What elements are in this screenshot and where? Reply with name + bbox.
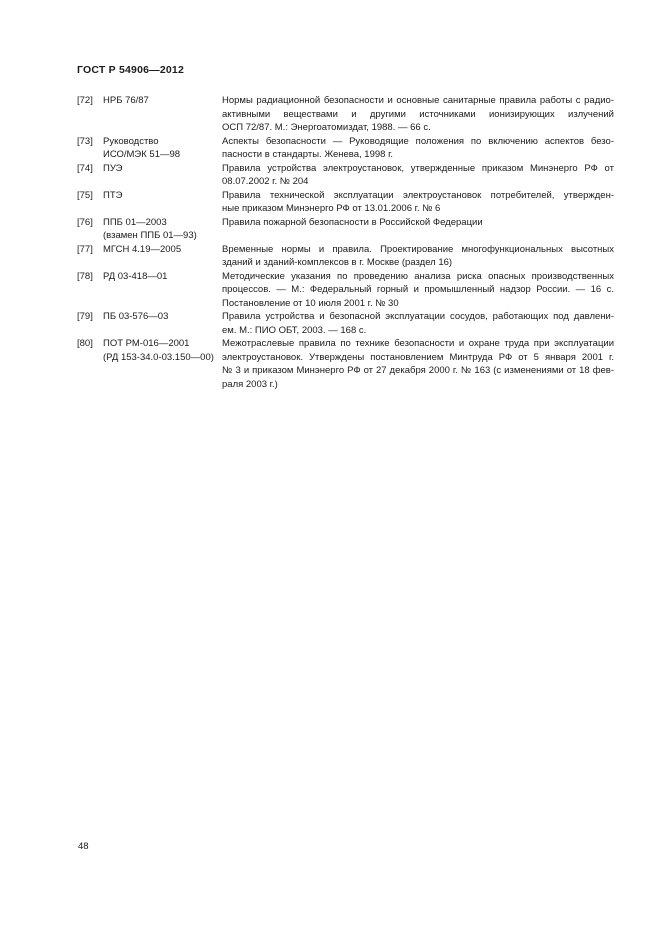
reference-description-line: ОСП 72/87. М.: Энергоатомиздат, 1988. — 66 с.	[222, 122, 431, 133]
reference-description	[222, 270, 614, 311]
reference-item	[77, 216, 614, 243]
reference-description-line: 08.07.2002 г. № 204	[222, 176, 309, 187]
reference-code	[103, 270, 222, 284]
reference-code	[103, 310, 222, 324]
reference-description-line: ные приказом Минэнерго РФ от 13.01.2006 г. № 6	[222, 203, 441, 214]
reference-number: [77]	[77, 243, 93, 255]
reference-code	[103, 337, 222, 364]
reference-description-line: Постановление от 10 июля 2001 г. № 30	[222, 297, 399, 309]
reference-code-line: Руководство	[103, 135, 159, 147]
reference-code	[103, 189, 222, 203]
reference-number: [75]	[77, 189, 93, 201]
reference-code	[103, 94, 222, 108]
reference-code	[103, 243, 222, 257]
reference-code-line: (взамен ППБ 01—93)	[103, 230, 197, 241]
reference-code-line: МГСН 4.19—2005	[103, 243, 182, 255]
reference-item	[77, 189, 614, 216]
reference-description-line: ем. М.: ПИО ОБТ, 2003. — 168 с.	[222, 324, 367, 336]
reference-description-line: Межотраслевые правила по технике безопасности и охране труда при эксплуатации	[222, 338, 614, 349]
reference-item	[77, 162, 614, 189]
reference-description-line: пасности в стандарты. Женева, 1998 г.	[222, 149, 394, 160]
reference-description	[222, 310, 614, 337]
reference-description-line: Правила устройства электроустановок, утвержденные приказом Минэнерго РФ от	[222, 162, 614, 174]
reference-description-line: Правила устройства и безопасной эксплуатации сосудов, работающих под давлени-	[222, 311, 614, 322]
reference-code-line: РД 03-418—01	[103, 270, 168, 282]
reference-description-line: № 3 и приказом Минэнерго РФ от 27 декабря 2000 г. № 163 (с изменениями от 18 фев-	[222, 365, 614, 376]
reference-description-line: Методические указания по проведению анализа риска опасных производственных	[222, 270, 614, 282]
reference-description-line: активными веществами и другими источниками ионизирующих излучений	[222, 108, 614, 120]
reference-number: [80]	[77, 338, 93, 349]
document-header: ГОСТ Р 54906—2012	[77, 64, 185, 76]
reference-number: [78]	[77, 270, 93, 282]
reference-description-line: электроустановок. Утверждены постановлением Минтруда РФ от 5 января 2001 г.	[222, 351, 614, 363]
reference-number: [76]	[77, 216, 93, 228]
reference-description-line: Аспекты безопасности — Руководящие положения по включению аспектов безо-	[222, 135, 614, 147]
reference-item	[77, 270, 614, 311]
reference-code	[103, 135, 222, 162]
reference-code	[103, 216, 222, 243]
reference-description-line: зданий и зданий-комплексов в г. Москве (раздел 16)	[222, 257, 453, 268]
reference-item	[77, 310, 614, 337]
reference-description-line: Временные нормы и правила. Проектирование многофункциональных высотных	[222, 243, 614, 255]
reference-description	[222, 337, 614, 391]
page-number: 48	[78, 841, 89, 852]
bibliography-list	[77, 94, 614, 391]
reference-code-line: ИСО/МЭК 51—98	[103, 149, 181, 160]
reference-code-line: ПТЭ	[103, 189, 123, 201]
reference-description	[222, 243, 614, 270]
reference-description	[222, 189, 614, 216]
reference-item	[77, 337, 614, 391]
reference-description-line: Правила пожарной безопасности в Российской Федерации	[222, 216, 483, 228]
reference-description-line: Нормы радиационной безопасности и основные санитарные правила работы с радио-	[222, 95, 614, 106]
reference-description-line: раля 2003 г.)	[222, 378, 278, 390]
reference-description-line: Правила технической эксплуатации электроустановок потребителей, утвержден-	[222, 189, 614, 201]
reference-code-line: ПОТ РМ-016—2001	[103, 338, 190, 349]
reference-code-line: ППБ 01—2003	[103, 216, 167, 228]
reference-number: [74]	[77, 162, 93, 174]
reference-description-line: процессов. — М.: Федеральный горный и промышленный надзор России. — 16 с.	[222, 284, 614, 295]
reference-code-line: ПУЭ	[103, 162, 123, 174]
reference-code-line: ПБ 03-576—03	[103, 311, 169, 322]
reference-number: [72]	[77, 95, 93, 106]
reference-item	[77, 243, 614, 270]
reference-number: [73]	[77, 135, 93, 147]
reference-number: [79]	[77, 311, 93, 322]
reference-description	[222, 162, 614, 189]
reference-description	[222, 94, 614, 135]
reference-code	[103, 162, 222, 176]
reference-description	[222, 135, 614, 162]
reference-item	[77, 135, 614, 162]
reference-code-line: НРБ 76/87	[103, 95, 149, 106]
reference-code-line: (РД 153-34.0-03.150—00)	[103, 351, 214, 363]
reference-description	[222, 216, 614, 230]
reference-item	[77, 94, 614, 135]
